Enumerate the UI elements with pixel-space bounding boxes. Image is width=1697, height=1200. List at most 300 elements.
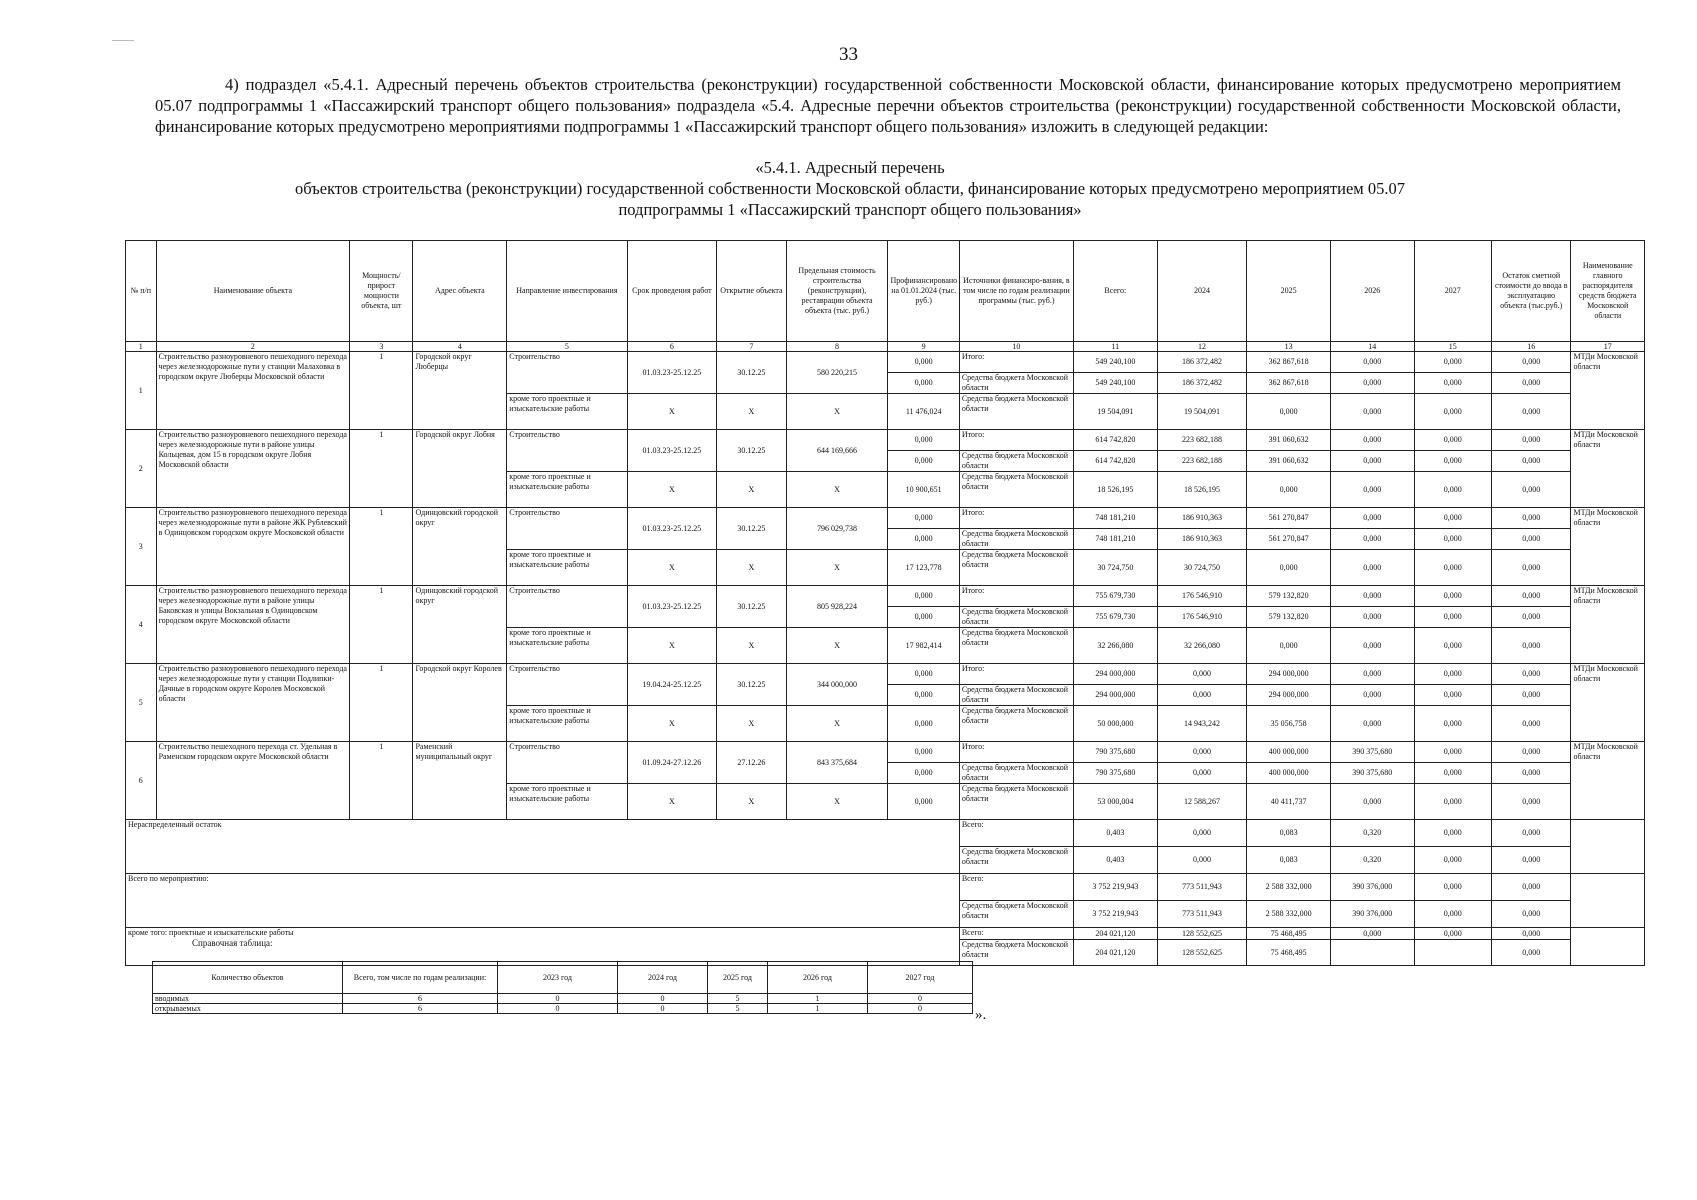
x-mark: X <box>627 628 717 664</box>
value-cell: 0,000 <box>1414 607 1491 628</box>
column-number: 3 <box>350 342 413 352</box>
work-period: 01.03.23-25.12.25 <box>627 586 717 628</box>
value-cell: 0,000 <box>1157 847 1247 874</box>
besides-total-row <box>126 928 1645 940</box>
work-period: 01.09.24-27.12.26 <box>627 742 717 784</box>
value-cell: 773 511,943 <box>1157 901 1247 928</box>
reference-value: 1 <box>768 1004 868 1014</box>
value-cell: 0,320 <box>1330 820 1414 847</box>
source-label: Средства бюджета Московской области <box>959 529 1073 550</box>
value-cell: 0,000 <box>1491 373 1571 394</box>
source-label: Средства бюджета Московской области <box>959 472 1073 508</box>
object-name: Строительство пешеходного перехода ст. Удельная в Раменском городском округе Московской области <box>156 742 350 820</box>
source-label: Итого: <box>959 586 1073 607</box>
source-label: Средства бюджета Московской области <box>959 607 1073 628</box>
value-cell: 0,000 <box>1330 586 1414 607</box>
reference-header: 2027 год <box>868 962 973 994</box>
investment-direction: кроме того проектные и изыскательские работы <box>507 394 627 430</box>
object-capacity: 1 <box>350 742 413 820</box>
value-cell: 128 552,625 <box>1157 928 1247 940</box>
value-cell: 2 588 332,000 <box>1247 874 1331 901</box>
object-capacity: 1 <box>350 508 413 586</box>
max-cost: 805 928,224 <box>786 586 888 628</box>
value-cell: 0,083 <box>1247 847 1331 874</box>
unallocated-label: Нераспределенный остаток <box>126 820 960 874</box>
empty-cell <box>1571 874 1645 928</box>
value-cell: 0,000 <box>1247 628 1331 664</box>
column-number: 11 <box>1074 342 1158 352</box>
source-label: Итого: <box>959 508 1073 529</box>
closing-quote: ». <box>975 1007 987 1023</box>
value-cell: 0,000 <box>1414 394 1491 430</box>
header-cell: 2024 <box>1157 241 1247 342</box>
source-label: Итого: <box>959 352 1073 373</box>
reference-value: 0 <box>498 1004 618 1014</box>
x-mark: X <box>717 472 786 508</box>
max-cost: 644 169,666 <box>786 430 888 472</box>
value-cell: 390 375,680 <box>1330 742 1414 763</box>
x-mark: X <box>786 550 888 586</box>
page-number: 33 <box>839 44 858 65</box>
value-cell: 0,000 <box>1491 664 1571 685</box>
value-cell: 294 000,000 <box>1074 664 1158 685</box>
object-name: Строительство разноуровневого пешеходного перехода через железнодорожные пути у станции Подлипки-Дачные в городском округе Королев Московской области <box>156 664 350 742</box>
value-cell: 0,000 <box>1330 394 1414 430</box>
column-number: 1 <box>126 342 157 352</box>
value-cell: 0,000 <box>1414 550 1491 586</box>
header-cell: 2027 <box>1414 241 1491 342</box>
source-label: Средства бюджета Московской области <box>959 940 1073 966</box>
header-cell: Мощность/ прирост мощности объекта, шт <box>350 241 413 342</box>
object-address: Городской округ Лобня <box>413 430 507 508</box>
value-cell: 294 000,000 <box>1247 685 1331 706</box>
header-cell: Источники финансиро-вания, в том числе по годам реализации программы (тыс. руб.) <box>959 241 1073 342</box>
value-cell: 0,000 <box>1414 685 1491 706</box>
header-cell: Профинансировано на 01.01.2024 (тыс. руб.) <box>888 241 959 342</box>
intro-paragraph <box>155 74 1621 137</box>
opening-date: 30.12.25 <box>717 430 786 472</box>
value-cell: 0,000 <box>1414 928 1491 940</box>
table-title-line-2: объектов строительства (реконструкции) государственной собственности Московской области, финансирование которых предусмотрено мероприятием 05.07 <box>295 179 1405 198</box>
object-number: 1 <box>126 352 157 430</box>
source-label: Всего: <box>959 820 1073 847</box>
value-cell: 186 910,363 <box>1157 508 1247 529</box>
object-address: Городской округ Люберцы <box>413 352 507 430</box>
x-mark: X <box>717 394 786 430</box>
source-label: Всего: <box>959 928 1073 940</box>
value-cell: 0,000 <box>1491 472 1571 508</box>
value-cell: 579 132,820 <box>1247 586 1331 607</box>
value-cell: 0,000 <box>1414 847 1491 874</box>
column-number: 16 <box>1491 342 1571 352</box>
value-cell: 0,000 <box>1491 742 1571 763</box>
value-cell <box>1330 940 1414 966</box>
source-label: Средства бюджета Московской области <box>959 394 1073 430</box>
value-cell: 0,000 <box>1330 451 1414 472</box>
financed-value: 10 900,651 <box>888 472 959 508</box>
value-cell: 561 270,847 <box>1247 508 1331 529</box>
column-number: 8 <box>786 342 888 352</box>
header-cell: Адрес объекта <box>413 241 507 342</box>
value-cell: 0,000 <box>1491 901 1571 928</box>
value-cell: 186 372,482 <box>1157 352 1247 373</box>
value-cell: 362 867,618 <box>1247 352 1331 373</box>
source-label: Средства бюджета Московской области <box>959 706 1073 742</box>
value-cell: 0,000 <box>1414 664 1491 685</box>
value-cell: 294 000,000 <box>1074 685 1158 706</box>
value-cell: 0,403 <box>1074 820 1158 847</box>
column-number: 14 <box>1330 342 1414 352</box>
financed-value: 0,000 <box>888 352 959 373</box>
value-cell: 0,000 <box>1491 685 1571 706</box>
opening-date: 30.12.25 <box>717 352 786 394</box>
value-cell: 35 056,758 <box>1247 706 1331 742</box>
value-cell: 0,000 <box>1330 664 1414 685</box>
value-cell: 362 867,618 <box>1247 373 1331 394</box>
reference-header: Количество объектов <box>153 962 343 994</box>
investment-direction: Строительство <box>507 586 627 628</box>
value-cell: 186 372,482 <box>1157 373 1247 394</box>
source-label: Средства бюджета Московской области <box>959 763 1073 784</box>
opening-date: 30.12.25 <box>717 508 786 550</box>
header-cell: Наименование главного распорядителя средств бюджета Московской области <box>1571 241 1645 342</box>
value-cell: 0,000 <box>1491 928 1571 940</box>
unallocated-row <box>126 820 1645 847</box>
value-cell: 0,000 <box>1247 394 1331 430</box>
x-mark: X <box>717 706 786 742</box>
column-number: 10 <box>959 342 1073 352</box>
value-cell: 40 411,737 <box>1247 784 1331 820</box>
value-cell: 0,083 <box>1247 820 1331 847</box>
value-cell: 18 526,195 <box>1074 472 1158 508</box>
value-cell: 0,000 <box>1330 373 1414 394</box>
object-name: Строительство разноуровневого пешеходного перехода через железнодорожные пути в районе улицы Кольцевая, дом 15 в городском округе Лобня Московской области <box>156 430 350 508</box>
value-cell: 32 266,080 <box>1074 628 1158 664</box>
header-row <box>126 241 1645 342</box>
reference-value: 0 <box>868 1004 973 1014</box>
value-cell: 176 546,910 <box>1157 586 1247 607</box>
value-cell: 0,000 <box>1491 586 1571 607</box>
object-total-row <box>126 742 1645 763</box>
column-number: 13 <box>1247 342 1331 352</box>
financed-value: 0,000 <box>888 742 959 763</box>
header-cell: Открытие объекта <box>717 241 786 342</box>
source-label: Средства бюджета Московской области <box>959 550 1073 586</box>
value-cell: 0,000 <box>1414 742 1491 763</box>
value-cell: 0,000 <box>1330 352 1414 373</box>
table-title-line-3: подпрограммы 1 «Пассажирский транспорт общего пользования» <box>618 200 1082 219</box>
investment-direction: Строительство <box>507 508 627 550</box>
value-cell: 0,000 <box>1414 508 1491 529</box>
value-cell: 75 468,495 <box>1247 940 1331 966</box>
value-cell: 0,000 <box>1330 430 1414 451</box>
financed-value: 0,000 <box>888 784 959 820</box>
header-cell: № п/п <box>126 241 157 342</box>
value-cell: 0,000 <box>1330 508 1414 529</box>
value-cell: 0,000 <box>1330 706 1414 742</box>
object-total-row <box>126 664 1645 685</box>
value-cell: 0,000 <box>1491 529 1571 550</box>
empty-cell <box>1571 928 1645 966</box>
investment-direction: Строительство <box>507 664 627 706</box>
reference-label: вводимых <box>153 994 343 1004</box>
financed-value: 0,000 <box>888 763 959 784</box>
work-period: 19.04.24-25.12.25 <box>627 664 717 706</box>
object-address: Городской округ Королев <box>413 664 507 742</box>
value-cell: 579 132,820 <box>1247 607 1331 628</box>
totals-body <box>126 820 1645 966</box>
opening-date: 30.12.25 <box>717 664 786 706</box>
value-cell: 0,000 <box>1414 586 1491 607</box>
value-cell: 0,000 <box>1157 664 1247 685</box>
value-cell: 0,000 <box>1157 763 1247 784</box>
financed-value: 11 476,024 <box>888 394 959 430</box>
object-address: Раменский муниципальный округ <box>413 742 507 820</box>
reference-header: Всего, том числе по годам реализации: <box>343 962 498 994</box>
value-cell: 390 375,680 <box>1330 763 1414 784</box>
header-cell: Направление инвестирования <box>507 241 627 342</box>
value-cell: 204 021,120 <box>1074 940 1158 966</box>
value-cell: 30 724,750 <box>1074 550 1158 586</box>
value-cell: 0,000 <box>1330 472 1414 508</box>
value-cell: 0,000 <box>1330 607 1414 628</box>
budget-manager: МТДи Московской области <box>1571 430 1645 508</box>
reference-label: открываемых <box>153 1004 343 1014</box>
value-cell: 0,000 <box>1491 352 1571 373</box>
financed-value: 0,000 <box>888 373 959 394</box>
source-label: Итого: <box>959 742 1073 763</box>
value-cell: 0,000 <box>1414 430 1491 451</box>
value-cell: 561 270,847 <box>1247 529 1331 550</box>
reference-value: 6 <box>343 994 498 1004</box>
value-cell: 400 000,000 <box>1247 763 1331 784</box>
x-mark: X <box>717 550 786 586</box>
value-cell: 390 376,000 <box>1330 901 1414 928</box>
value-cell: 0,000 <box>1414 628 1491 664</box>
work-period: 01.03.23-25.12.25 <box>627 508 717 550</box>
value-cell: 748 181,210 <box>1074 508 1158 529</box>
financed-value: 17 123,778 <box>888 550 959 586</box>
financed-value: 0,000 <box>888 706 959 742</box>
x-mark: X <box>786 784 888 820</box>
value-cell: 773 511,943 <box>1157 874 1247 901</box>
event-total-row <box>126 874 1645 901</box>
reference-header: 2025 год <box>708 962 768 994</box>
value-cell: 128 552,625 <box>1157 940 1247 966</box>
object-number: 6 <box>126 742 157 820</box>
value-cell: 0,000 <box>1491 940 1571 966</box>
financed-value: 0,000 <box>888 664 959 685</box>
financed-value: 0,000 <box>888 451 959 472</box>
value-cell: 0,000 <box>1330 550 1414 586</box>
value-cell: 0,320 <box>1330 847 1414 874</box>
x-mark: X <box>717 628 786 664</box>
value-cell: 790 375,680 <box>1074 763 1158 784</box>
source-label: Средства бюджета Московской области <box>959 901 1073 928</box>
reference-header: 2024 год <box>618 962 708 994</box>
reference-value: 0 <box>498 994 618 1004</box>
header-cell: 2025 <box>1247 241 1331 342</box>
reference-table <box>152 961 973 1014</box>
source-label: Средства бюджета Московской области <box>959 784 1073 820</box>
value-cell: 549 240,100 <box>1074 373 1158 394</box>
value-cell: 0,000 <box>1491 430 1571 451</box>
header-cell: 2026 <box>1330 241 1414 342</box>
value-cell: 0,000 <box>1330 529 1414 550</box>
table-title-line-1: «5.4.1. Адресный перечень <box>755 158 945 177</box>
value-cell: 0,000 <box>1491 874 1571 901</box>
column-number: 5 <box>507 342 627 352</box>
value-cell: 294 000,000 <box>1247 664 1331 685</box>
financed-value: 0,000 <box>888 430 959 451</box>
value-cell: 755 679,730 <box>1074 607 1158 628</box>
value-cell: 0,000 <box>1414 352 1491 373</box>
max-cost: 344 000,000 <box>786 664 888 706</box>
financed-value: 17 982,414 <box>888 628 959 664</box>
value-cell: 3 752 219,943 <box>1074 901 1158 928</box>
value-cell: 0,000 <box>1414 763 1491 784</box>
value-cell: 0,000 <box>1491 706 1571 742</box>
reference-value: 1 <box>768 994 868 1004</box>
object-capacity: 1 <box>350 586 413 664</box>
value-cell: 0,000 <box>1330 928 1414 940</box>
value-cell: 0,000 <box>1491 847 1571 874</box>
budget-manager: МТДи Московской области <box>1571 742 1645 820</box>
x-mark: X <box>627 706 717 742</box>
reference-header: 2026 год <box>768 962 868 994</box>
value-cell: 18 526,195 <box>1157 472 1247 508</box>
value-cell: 223 682,188 <box>1157 451 1247 472</box>
value-cell: 32 266,080 <box>1157 628 1247 664</box>
budget-manager: МТДи Московской области <box>1571 664 1645 742</box>
object-number: 4 <box>126 586 157 664</box>
column-number: 9 <box>888 342 959 352</box>
object-name: Строительство разноуровневого пешеходного перехода через железнодорожные пути в районе улицы Баковская и улицы Вокзальная в Одинцовском городском округе Московской области <box>156 586 350 664</box>
value-cell: 748 181,210 <box>1074 529 1158 550</box>
value-cell: 391 060,632 <box>1247 430 1331 451</box>
value-cell: 614 742,820 <box>1074 451 1158 472</box>
reference-header: 2023 год <box>498 962 618 994</box>
value-cell: 0,403 <box>1074 847 1158 874</box>
value-cell: 0,000 <box>1491 550 1571 586</box>
x-mark: X <box>786 706 888 742</box>
value-cell: 53 000,004 <box>1074 784 1158 820</box>
besides-total-label: кроме того: проектные и изыскательские работы <box>126 928 960 966</box>
header-cell: Наименование объекта <box>156 241 350 342</box>
value-cell: 176 546,910 <box>1157 607 1247 628</box>
column-number: 2 <box>156 342 350 352</box>
object-capacity: 1 <box>350 352 413 430</box>
x-mark: X <box>627 394 717 430</box>
value-cell: 0,000 <box>1157 820 1247 847</box>
financed-value: 0,000 <box>888 508 959 529</box>
opening-date: 27.12.26 <box>717 742 786 784</box>
investment-direction: кроме того проектные и изыскательские работы <box>507 784 627 820</box>
opening-date: 30.12.25 <box>717 586 786 628</box>
source-label: Средства бюджета Московской области <box>959 451 1073 472</box>
value-cell: 0,000 <box>1330 628 1414 664</box>
value-cell: 14 943,242 <box>1157 706 1247 742</box>
column-number-row <box>126 342 1645 352</box>
investment-direction: кроме того проектные и изыскательские работы <box>507 628 627 664</box>
column-number: 12 <box>1157 342 1247 352</box>
header-cell: Всего: <box>1074 241 1158 342</box>
value-cell: 0,000 <box>1491 820 1571 847</box>
object-number: 5 <box>126 664 157 742</box>
value-cell: 0,000 <box>1491 784 1571 820</box>
reference-value: 6 <box>343 1004 498 1014</box>
x-mark: X <box>786 628 888 664</box>
object-capacity: 1 <box>350 430 413 508</box>
reference-row <box>153 994 973 1004</box>
objects-body <box>126 352 1645 820</box>
value-cell: 75 468,495 <box>1247 928 1331 940</box>
value-cell: 50 000,000 <box>1074 706 1158 742</box>
object-total-row <box>126 586 1645 607</box>
value-cell: 0,000 <box>1330 784 1414 820</box>
value-cell: 0,000 <box>1491 508 1571 529</box>
financed-value: 0,000 <box>888 529 959 550</box>
value-cell: 19 504,091 <box>1157 394 1247 430</box>
value-cell: 0,000 <box>1491 451 1571 472</box>
investment-direction: Строительство <box>507 430 627 472</box>
financed-value: 0,000 <box>888 607 959 628</box>
budget-manager: МТДи Московской области <box>1571 508 1645 586</box>
value-cell: 0,000 <box>1414 874 1491 901</box>
object-capacity: 1 <box>350 664 413 742</box>
value-cell: 30 724,750 <box>1157 550 1247 586</box>
x-mark: X <box>627 784 717 820</box>
value-cell: 0,000 <box>1414 706 1491 742</box>
object-name: Строительство разноуровневого пешеходного перехода через железнодорожные пути в районе ЖК Рублевский в Одинцовском городском округе Московской области <box>156 508 350 586</box>
investment-direction: кроме того проектные и изыскательские работы <box>507 472 627 508</box>
source-label: Средства бюджета Московской области <box>959 628 1073 664</box>
reference-row <box>153 1004 973 1014</box>
reference-value: 0 <box>868 994 973 1004</box>
reference-value: 5 <box>708 994 768 1004</box>
object-number: 3 <box>126 508 157 586</box>
header-cell: Остаток сметной стоимости до ввода в эксплуатацию объекта (тыс.руб.) <box>1491 241 1571 342</box>
max-cost: 796 029,738 <box>786 508 888 550</box>
value-cell: 0,000 <box>1247 550 1331 586</box>
reference-header-row <box>153 962 973 994</box>
budget-manager: МТДи Московской области <box>1571 586 1645 664</box>
event-total-label: Всего по мероприятию: <box>126 874 960 928</box>
column-number: 6 <box>627 342 717 352</box>
column-number: 15 <box>1414 342 1491 352</box>
value-cell: 223 682,188 <box>1157 430 1247 451</box>
source-label: Итого: <box>959 664 1073 685</box>
value-cell: 549 240,100 <box>1074 352 1158 373</box>
reference-value: 0 <box>618 994 708 1004</box>
value-cell: 12 588,267 <box>1157 784 1247 820</box>
max-cost: 580 220,215 <box>786 352 888 394</box>
value-cell: 0,000 <box>1491 607 1571 628</box>
object-address: Одинцовский городской округ <box>413 586 507 664</box>
object-address: Одинцовский городской округ <box>413 508 507 586</box>
source-label: Средства бюджета Московской области <box>959 373 1073 394</box>
investment-direction: кроме того проектные и изыскательские работы <box>507 706 627 742</box>
object-total-row <box>126 352 1645 373</box>
value-cell: 0,000 <box>1491 394 1571 430</box>
budget-manager: МТДи Московской области <box>1571 352 1645 430</box>
empty-cell <box>1571 820 1645 874</box>
value-cell: 0,000 <box>1330 685 1414 706</box>
value-cell: 790 375,680 <box>1074 742 1158 763</box>
object-name: Строительство разноуровневого пешеходного перехода через железнодорожные пути у станции Малаховка в городском округе Люберцы Московской области <box>156 352 350 430</box>
source-label: Итого: <box>959 430 1073 451</box>
work-period: 01.03.23-25.12.25 <box>627 352 717 394</box>
